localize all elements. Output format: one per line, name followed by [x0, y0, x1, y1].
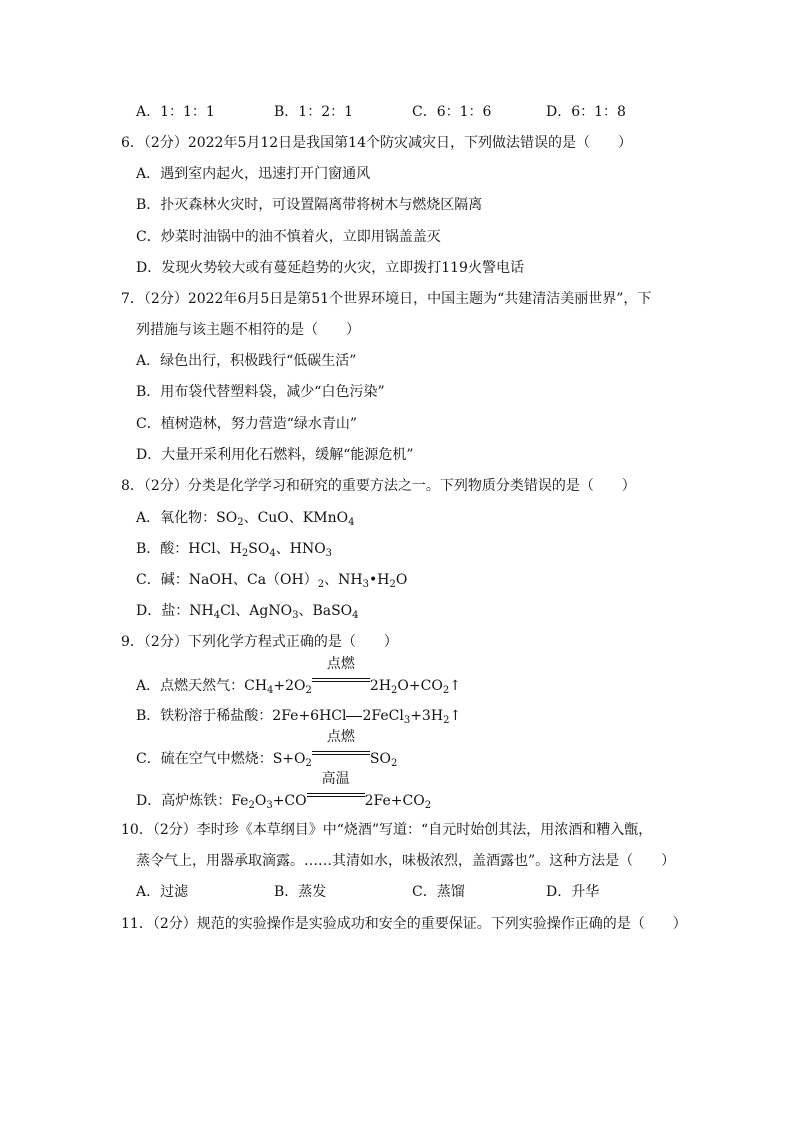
- q6-option-d: D．发现火势较大或有蔓延趋势的火灾，立即拨打119火警电话: [136, 260, 524, 276]
- q6-option-b: B．扑灭森林火灾时，可设置隔离带将树木与燃烧区隔离: [136, 197, 483, 213]
- q7-stem-line1: 7．（2分）2022年6月5日是第51个世界环境日，中国主题为“共建清洁美丽世界”，下: [121, 291, 652, 307]
- q7-option-b: B．用布袋代替塑料袋，减少“白色污染”: [136, 384, 385, 400]
- q10-option-a: A．过滤: [136, 884, 189, 900]
- reaction-line: [346, 706, 362, 726]
- q10-option-d: D．升华: [546, 884, 600, 900]
- q8-option-d: D．盐：$NH_4Cl$、AgNO$_3$、BaSO$_4$: [136, 603, 359, 621]
- q11-stem: 11．（2分）规范的实验操作是实验成功和安全的重要保证。下列实验操作正确的是（ ）: [121, 916, 687, 932]
- q9-option-c: C．硫在空气中燃烧：$S+O_2$ 点燃 $SO_2$: [136, 729, 398, 769]
- q10-option-b: B．蒸发: [274, 884, 327, 900]
- q5-option-a: A．1：1：1: [136, 104, 215, 120]
- q5-option-b: B．1：2：1: [274, 104, 354, 120]
- reaction-arrow: 高温: [307, 785, 365, 811]
- q6-option-a: A．遇到室内起火，迅速打开门窗通风: [136, 166, 371, 182]
- q10-options: [136, 882, 656, 902]
- q5-option-c: C．6：1：6: [412, 104, 492, 120]
- q9-option-a: A．点燃天然气：$CH_4+2O_2$ 点燃 $2H_2O+CO_2↑$: [136, 656, 461, 696]
- q7-option-d: D．大量开采利用化石燃料，缓解“能源危机”: [136, 447, 414, 463]
- q10-stem-line2: 蒸令气上，用器承取滴露。……其清如水，味极浓烈，盖酒露也”。这种方法是（ ）: [136, 853, 676, 869]
- q8-option-b: B．酸：HCl、$H_2SO_4$、$HNO_3$: [136, 541, 333, 559]
- q5-options: [136, 102, 656, 122]
- q7-option-a: A．绿色出行，积极践行“低碳生活”: [136, 353, 357, 369]
- reaction-arrow: 点燃: [312, 743, 370, 769]
- q9-option-d: D．高炉炼铁：$Fe_2O_3+CO$ 高温 $2Fe+CO_2$: [136, 771, 432, 811]
- q8-option-c: C．碱：NaOH、$Ca(OH)_2$、$NH_3•H_2O$: [136, 572, 408, 590]
- q7-stem-line2: 列措施与该主题不相符的是（ ）: [136, 322, 360, 338]
- q10-option-c: C．蒸馏: [412, 884, 465, 900]
- q9-stem: 9．（2分）下列化学方程式正确的是（ ）: [121, 634, 398, 650]
- q6-option-c: C．炒菜时油锅中的油不慎着火，立即用锅盖盖灭: [136, 229, 441, 245]
- q6-stem: 6．（2分）2022年5月12日是我国第14个防灾减灾日，下列做法错误的是（ ）: [121, 135, 632, 151]
- reaction-arrow: 点燃: [312, 670, 370, 696]
- q7-option-c: C．植树造林，努力营造“绿水青山”: [136, 416, 358, 432]
- q5-option-d: D．6：1：8: [546, 104, 626, 120]
- q10-stem-line1: 10．（2分）李时珍《本草纲目》中“烧酒”写道：“自元时始创其法，用浓酒和糟入甑，: [121, 822, 653, 838]
- q8-stem: 8．（2分）分类是化学学习和研究的重要方法之一。下列物质分类错误的是（ ）: [121, 478, 636, 494]
- q8-option-a: A．氧化物：$SO_2$、CuO、KMnO$_4$: [136, 510, 355, 528]
- q9-option-b: B．铁粉溶于稀盐酸：2Fe+6HCl $2FeCl_3+3H_2↑$: [136, 708, 462, 726]
